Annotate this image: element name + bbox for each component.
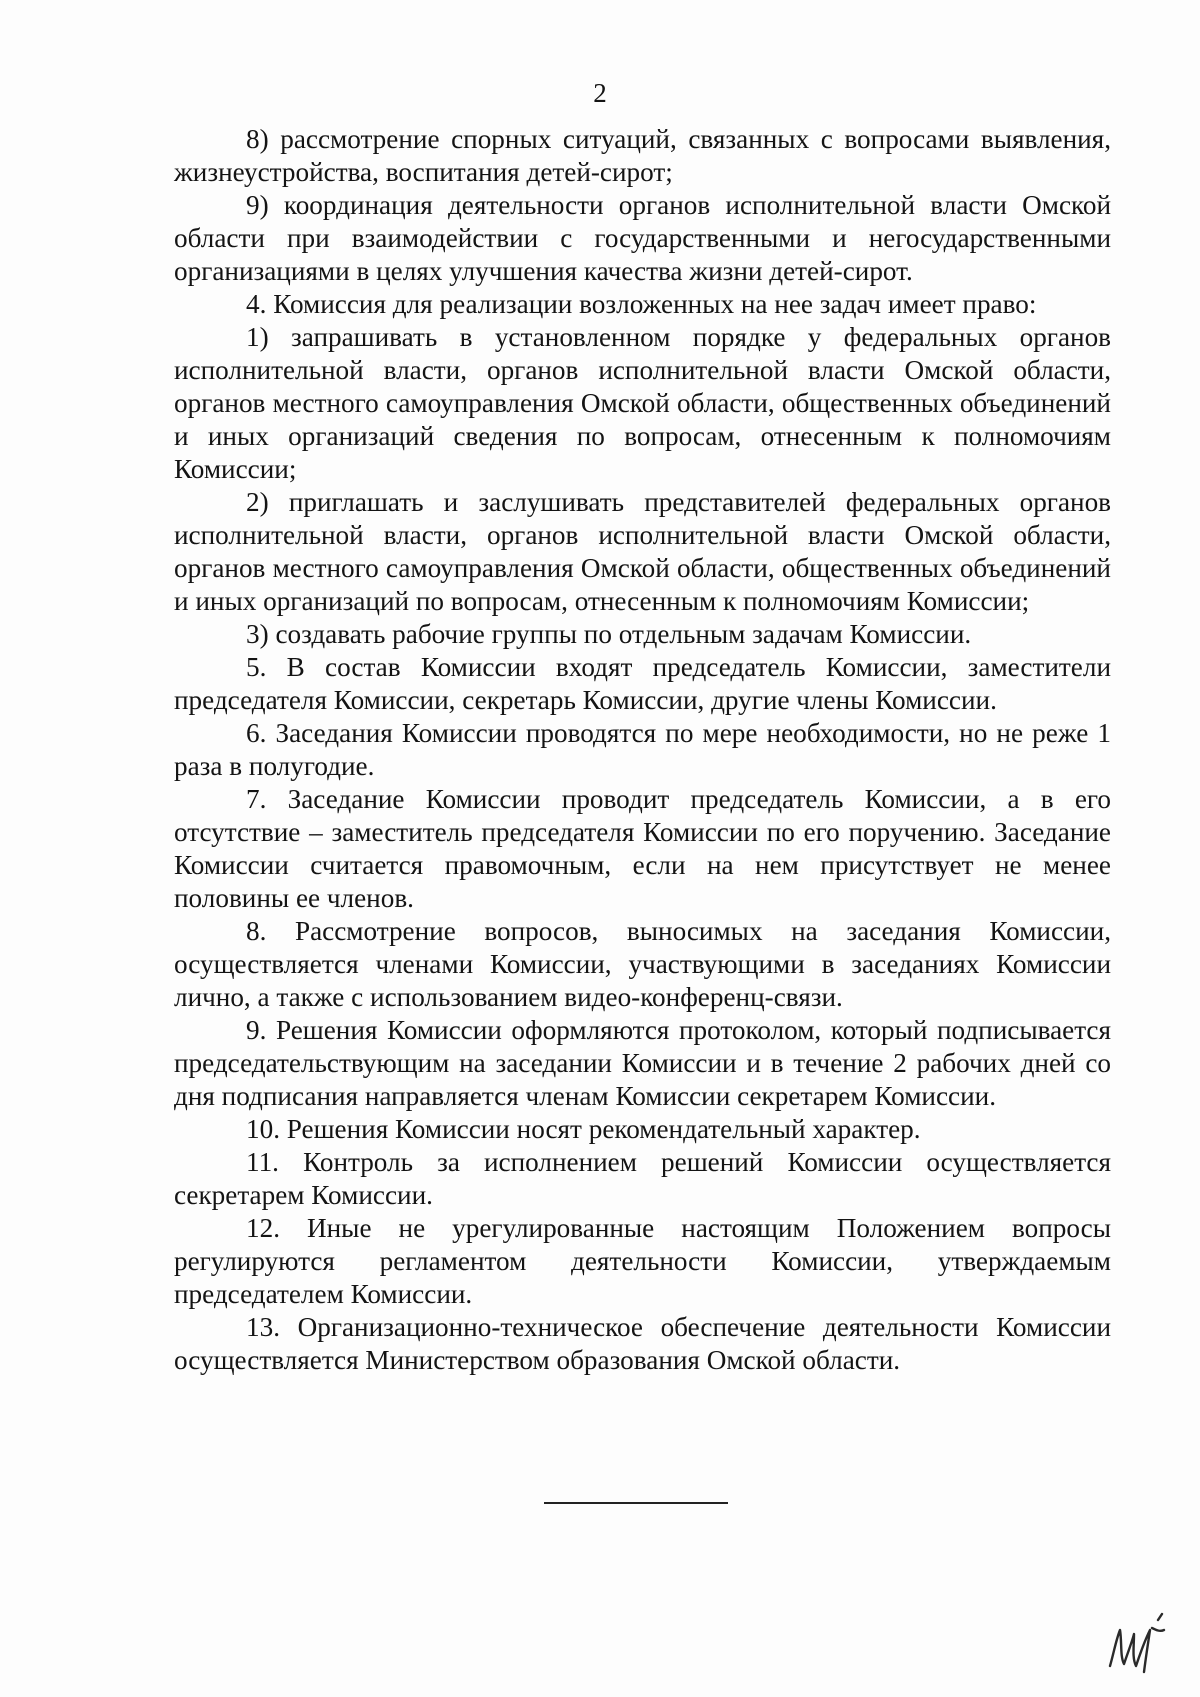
- paragraph-section-5: 5. В состав Комиссии входят председатель Комиссии, заместители председателя Комиссии, секретарь Комиссии, другие члены Комиссии.: [174, 652, 1111, 715]
- paragraph-section-12: 12. Иные не урегулированные настоящим Положением вопросы регулируются регламентом деятельности Комиссии, утверждаемым председателем Комиссии.: [174, 1213, 1111, 1309]
- paragraph-item-9: 9) координация деятельности органов исполнительной власти Омской области при взаимодействии с государственными и негосударственными организациями в целях улучшения качества жизни детей-сирот.: [174, 190, 1111, 286]
- paragraph-right-3: 3) создавать рабочие группы по отдельным задачам Комиссии.: [246, 619, 972, 649]
- page-number: 2: [593, 78, 607, 108]
- end-divider-line: [544, 1502, 728, 1504]
- paragraph-section-9: 9. Решения Комиссии оформляются протоколом, который подписывается председательствующим на заседании Комиссии и в течение 2 рабочих дней со дня подписания направляется членам Комиссии секретарем Комиссии.: [174, 1015, 1111, 1111]
- paragraph-section-6: 6. Заседания Комиссии проводятся по мере необходимости, но не реже 1 раза в полугодие.: [174, 718, 1111, 781]
- paragraph-right-2: 2) приглашать и заслушивать представителей федеральных органов исполнительной власти, органов исполнительной власти Омской области, органов местного самоуправления Омской области, общественных объединений и иных организаций по вопросам, отнесенным к полномочиям Комиссии;: [174, 487, 1111, 616]
- paragraph-section-8: 8. Рассмотрение вопросов, выносимых на заседания Комиссии, осуществляется членами Комиссии, участвующими в заседаниях Комиссии лично, а также с использованием видео-конференц-связи.: [174, 916, 1111, 1012]
- initials-signature: [1102, 1608, 1170, 1676]
- document-body: [174, 123, 1111, 1377]
- paragraph-right-1: 1) запрашивать в установленном порядке у федеральных органов исполнительной власти, органов исполнительной власти Омской области, органов местного самоуправления Омской области, общественных объединений и иных организаций сведения по вопросам, отнесенным к полномочиям Комиссии;: [174, 322, 1111, 484]
- paragraph-section-10: 10. Решения Комиссии носят рекомендательный характер.: [246, 1114, 921, 1144]
- paragraph-section-4: 4. Комиссия для реализации возложенных на нее задач имеет право:: [246, 289, 1037, 319]
- paragraph-item-8: 8) рассмотрение спорных ситуаций, связанных с вопросами выявления, жизнеустройства, воспитания детей-сирот;: [174, 124, 1111, 187]
- paragraph-section-7: 7. Заседание Комиссии проводит председатель Комиссии, а в его отсутствие – заместитель председателя Комиссии по его поручению. Заседание Комиссии считается правомочным, если на нем присутствует не менее половины ее членов.: [174, 784, 1111, 913]
- paragraph-section-11: 11. Контроль за исполнением решений Комиссии осуществляется секретарем Комиссии.: [174, 1147, 1111, 1210]
- paragraph-section-13: 13. Организационно-техническое обеспечение деятельности Комиссии осуществляется Министерством образования Омской области.: [174, 1312, 1111, 1375]
